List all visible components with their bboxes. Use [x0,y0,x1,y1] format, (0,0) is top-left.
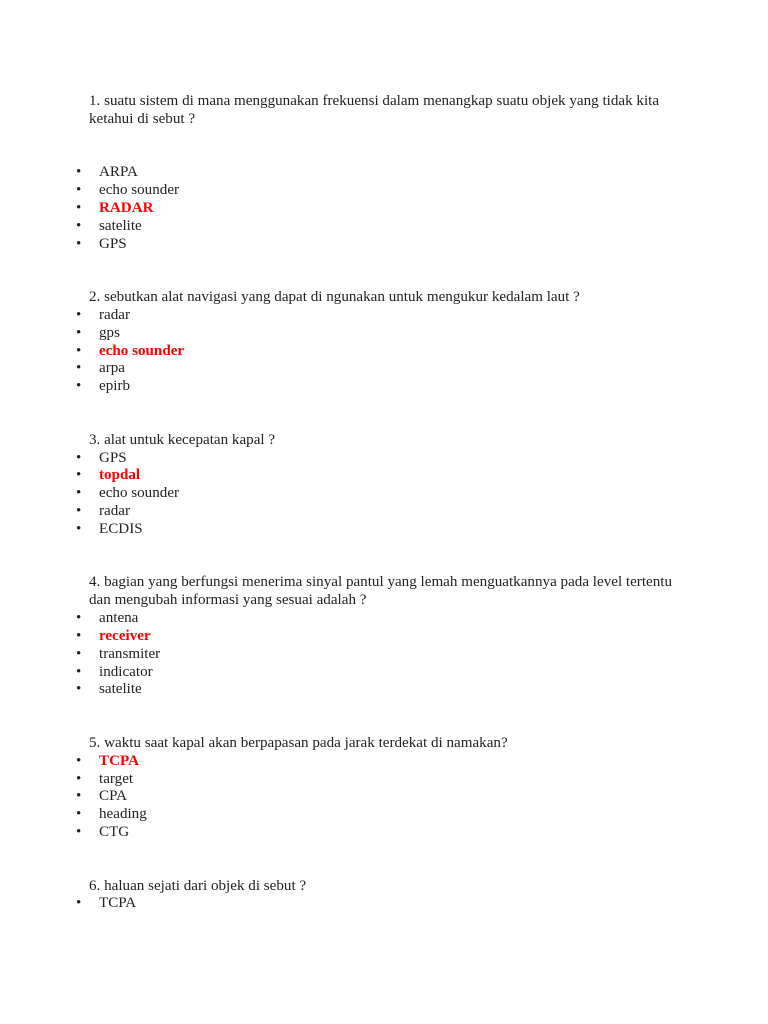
question-text-line: 6. haluan sejati dari objek di sebut ? [89,877,307,894]
question-text [0,289,768,307]
option-item [0,788,768,806]
option-item [0,236,768,254]
option-label: epirb [99,378,131,395]
bullet-icon [76,200,81,218]
option-label: gps [99,324,120,341]
options-list [0,450,768,539]
option-label: echo sounder [99,342,185,359]
question-text-line: 1. suatu sistem di mana menggunakan frekuensi dalam menangkap suatu objek yang tidak kita [89,93,660,109]
option-item [0,343,768,361]
question-text [0,432,768,450]
bullet-icon [76,788,81,806]
option-label: satelite [99,217,142,234]
option-item [0,200,768,218]
option-item [0,485,768,503]
bullet-icon [76,485,81,503]
option-item [0,610,768,628]
bullet-icon [76,521,81,539]
option-label: topdal [99,467,141,484]
option-label: radar [99,503,130,520]
option-item [0,450,768,468]
bullet-icon [76,664,81,682]
bullet-icon [76,325,81,343]
option-item [0,628,768,646]
bullet-icon [76,681,81,699]
options-list [0,895,768,913]
question-5 [0,735,768,842]
option-item [0,360,768,378]
bullet-icon [76,646,81,664]
bullet-icon [76,450,81,468]
bullet-icon [76,378,81,396]
bullet-icon [76,343,81,361]
option-label: CTG [99,824,130,841]
option-label: antena [99,610,139,627]
options-list [0,753,768,842]
option-label: satelite [99,681,142,698]
question-text [0,93,768,129]
bullet-icon [76,182,81,200]
option-label: echo sounder [99,182,180,199]
bullet-icon [76,628,81,646]
question-2 [0,289,768,396]
question-6 [0,878,768,914]
option-item [0,164,768,182]
question-text [0,735,768,753]
option-label: GPS [99,235,127,252]
bullet-icon [76,218,81,236]
option-item [0,307,768,325]
option-label: radar [99,306,130,323]
option-item [0,503,768,521]
option-item [0,895,768,913]
bullet-icon [76,503,81,521]
option-label: arpa [99,360,125,377]
question-text-line: 3. alat untuk kecepatan kapal ? [89,431,276,448]
option-label: RADAR [99,199,154,216]
question-1 [0,93,768,253]
question-text [0,574,768,610]
option-item [0,467,768,485]
bullet-icon [76,236,81,254]
option-label: target [99,770,134,787]
bullet-icon [76,753,81,771]
bullet-icon [76,771,81,789]
question-text-line: dan mengubah informasi yang sesuai adalah ? [89,592,367,609]
option-item [0,378,768,396]
option-item [0,182,768,200]
option-item [0,521,768,539]
question-3 [0,432,768,539]
bullet-icon [76,895,81,913]
question-4 [0,574,768,699]
option-item [0,218,768,236]
option-label: CPA [99,788,127,805]
option-label: receiver [99,627,151,644]
option-label: heading [99,806,147,823]
option-label: TCPA [99,895,137,912]
option-item [0,753,768,771]
option-label: ECDIS [99,520,143,537]
question-text [0,878,768,896]
bullet-icon [76,360,81,378]
bullet-icon [76,610,81,628]
option-label: GPS [99,449,127,466]
bullet-icon [76,307,81,325]
option-label: TCPA [99,752,139,769]
bullet-icon [76,467,81,485]
options-list [0,307,768,396]
question-text-line: ketahui di sebut ? [89,110,196,127]
question-text-line: 4. bagian yang berfungsi menerima sinyal pantul yang lemah menguatkannya pada level tertentu [89,574,673,591]
option-item [0,681,768,699]
bullet-icon [76,806,81,824]
question-text-line: 2. sebutkan alat navigasi yang dapat di ngunakan untuk mengukur kedalam laut ? [89,289,580,306]
option-label: transmiter [99,645,161,662]
option-item [0,824,768,842]
question-text-line: 5. waktu saat kapal akan berpapasan pada jarak terdekat di namakan? [89,734,508,751]
option-label: indicator [99,663,153,680]
option-item [0,771,768,789]
bullet-icon [76,164,81,182]
options-list [0,164,768,253]
option-label: echo sounder [99,485,180,502]
option-item [0,646,768,664]
option-item [0,325,768,343]
option-label: ARPA [99,164,138,181]
option-item [0,664,768,682]
bullet-icon [76,824,81,842]
option-item [0,806,768,824]
options-list [0,610,768,699]
quiz-content [0,93,768,949]
